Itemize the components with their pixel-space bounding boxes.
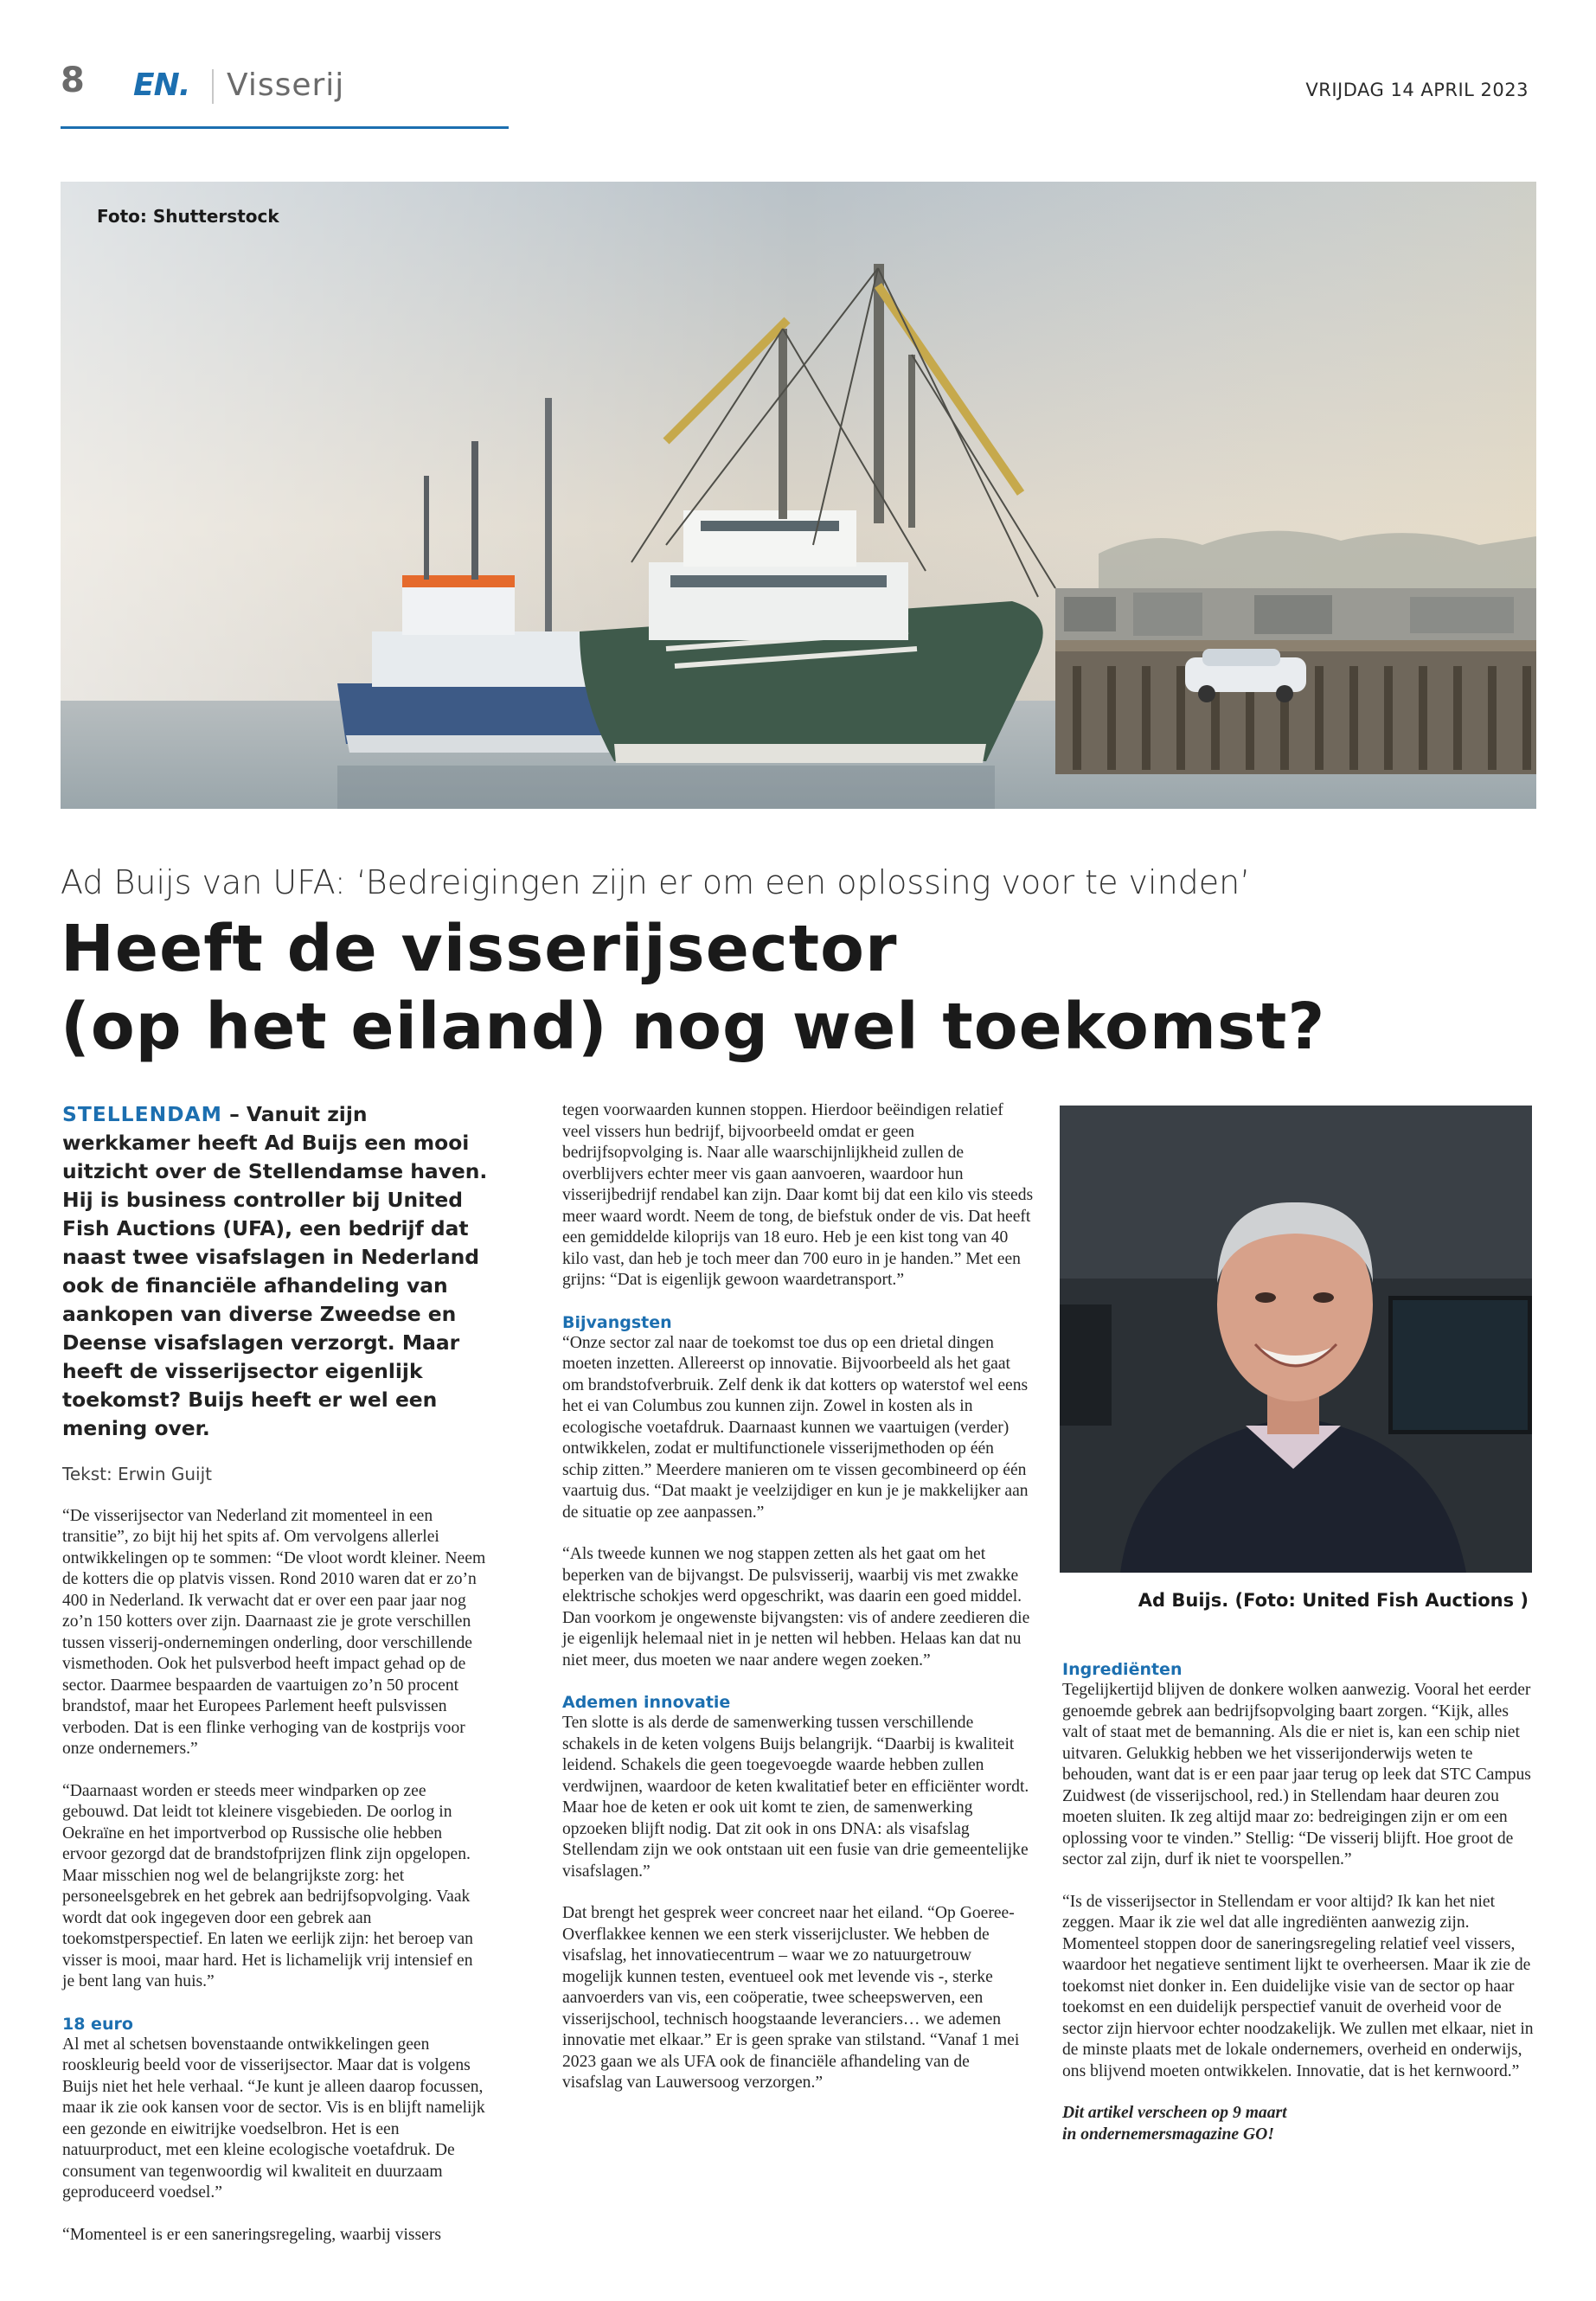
article-column-2 [562,1100,1034,2115]
header-divider [212,69,214,104]
subheading-ademen-innovatie: Ademen innovatie [562,1693,731,1712]
subheading-bijvangsten: Bijvangsten [562,1312,672,1332]
issue-date: VRIJDAG 14 APRIL 2023 [1305,80,1529,100]
header-rule [61,126,509,129]
paragraph: tegen voorwaarden kunnen stoppen. Hierdoor beëindigen relatief veel vissers hun bedrijf, bijvoorbeeld omdat er geen bedrijfsopvolging is. Naar alle waarschijnlijkheid zullen de overblijvers echter meer vis gaan aanvoeren, waardoor hun visserijbedrijf rendabel kan zijn. Daar komt bij dat een kilo vis steeds meer waard wordt. Neem de tong, de biefstuk onder de vis. Dat heeft een gemiddelde kiloprijs van 18 euro. Heb je een kist tong van 40 kilo vast, dan heb je toch meer dan 700 euro in je handen.” Met een grijns: “Dat is eigenlijk gewoon waardetransport.” [562,1101,1034,1289]
note-line-2: in ondernemersmagazine GO! [1062,2125,1274,2144]
byline: Tekst: Erwin Guijt [62,1464,212,1484]
publication-note [1062,2103,1534,2145]
note-line-1: Dit artikel verscheen op 9 maart [1062,2104,1287,2122]
lead-text: – Vanuit zijn werkkamer heeft Ad Buijs een mooi uitzicht over de Stellendamse haven. Hij is business controller bij United Fish Auctions (UFA), een bedrijf dat naast twee visafslagen in Nederland ook de financiële afhandeling van aankopen van diverse Zweedse en Deense visafslagen verzorgt. Maar heeft de visserijsector eigenlijk toekomst? Buijs heeft er wel een mening over. [62,1102,488,1440]
dateline-place: STELLENDAM [62,1102,222,1126]
paragraph: “Momenteel is er een saneringsregeling, waarbij vissers [62,2225,441,2244]
paragraph: “Is de visserijsector in Stellendam er voor altijd? Ik kan het niet zeggen. Maar ik zie wel dat alle ingrediënten aanwezig zijn. Momenteel stoppen door de saneringsregeling relatief veel vissers, waardoor het negatieve sentiment lijkt te overheersen. Maar ik zie de toekomst niet donker in. Een duidelijke visie van de sector op haar toekomst en een duidelijk perspectief vanuit de overheid voor de sector zijn hiervoor echter noodzakelijk. We zullen met elkaar, niet in de minste plaats met de lokale ondernemers, overheid en onderwijs, ons blijvend moeten ontwikkelen. Innovatie, dat is het kernwoord.” [1062,1892,1534,2080]
headline-line-1: Heeft de visserijsector [61,912,898,986]
subheading-ingredienten: Ingrediënten [1062,1660,1183,1679]
paragraph: “Als tweede kunnen we nog stappen zetten als het gaat om het beperken van de bijvangst. De pulsvisserij, waarbij vis met zwakke elektrische schokjes werd opgeschrikt, was daarin een goed middel. Dan voorkom je ongewenste bijvangsten: vis of andere zeedieren die je eigenlijk helemaal niet in je netten wil hebben. Helaas kan dat nu niet meer, dus moeten we naar andere wegen zoeken.” [562,1545,1030,1670]
subheading-18-euro: 18 euro [62,2014,133,2034]
article-kicker: Ad Buijs van UFA: ‘Bedreigingen zijn er om een oplossing voor te vinden’ [61,863,1251,901]
paragraph: Tegelijkertijd blijven de donkere wolken aanwezig. Vooral het eerder genoemde gebrek aan bedrijfsopvolging baart zorgen. “Kijk, alles valt of staat met de bemanning. Als die er niet is, kan een schip niet uitvaren. Gelukkig hebben we het visserijonderwijs weten te behouden, want dat is er een paar jaar terug op leek dat STC Campus Zuidwest (de visserijschool, red.) in Stellendam haar deuren zou moeten sluiten. Ik zeg altijd maar zo: bedreigingen zijn er om een oplossing voor te vinden.” Stellig: “De visserij blijft. Hoe groot de sector zal zijn, durf ik niet te voorspellen.” [1062,1681,1531,1868]
portrait-caption: Ad Buijs. (Foto: United Fish Auctions ) [1138,1590,1529,1611]
headline-line-2: (op het eiland) nog wel toekomst? [61,990,1326,1064]
section-title[interactable]: Visserij [227,67,345,103]
paragraph: Dat brengt het gesprek weer concreet naar het eiland. “Op Goeree-Overflakkee kennen we een sterk visserijcluster. We hebben de visafslag, het innovatiecentrum – waar we zo natuurgetrouw mogelijk kunnen testen, eventueel ook met levende vis -, sterke aanvoerders van vis, een coöperatie, twee scheepswerven, een visserijschool, technisch hoogstaande leveranciers… we ademen innovatie met elkaar.” Er is geen sprake van stilstand. “Vanaf 1 mei 2023 gaan we als UFA ook de financiële afhandeling van de visafslag van Lauwersoog verzorgen.” [562,1904,1020,2092]
article-headline [61,910,1531,1066]
article-column-3 [1062,1659,1534,2145]
paragraph: “Daarnaast worden er steeds meer windparken op zee gebouwd. Dat leidt tot kleinere visgebieden. De oorlog in Oekraïne en het importverbod op Russische olie hebben ervoor gezorgd dat de brandstofprijzen flink zijn opgelopen. Maar misschien nog wel de belangrijkste zorg: het personeelsgebrek en het gebrek aan bedrijfsopvolging. Vaak wordt dat ook ingegeven door een gebrek aan toekomstperspectief. En laten we eerlijk zijn: het beroep van visser is mooi, maar hard. Het is lichamelijk vrij intensief en je bent lang van huis.” [62,1781,473,1990]
paragraph: “De visserijsector van Nederland zit momenteel in een transitie”, zo bijt hij het spits af. Om vervolgens allerlei ontwikkelingen op te sommen: “De vloot wordt kleiner. Neem de kotters die op platvis vissen. Rond 2010 waren dat er zo’n 400 in Nederland. Ik verwacht dat er over een paar jaar nog zo’n 150 kotters over zijn. Daarnaast zie je grote verschillen tussen visserij-ondernemingen onderling, door verschillende vismethoden. Ook het pulsverbod heeft impact gehad op de sector. Daarmee bespaarden de vaartuigen zo’n 50 procent brandstof, maar het Europees Parlement heeft pulsvissen verboden. Dat is een flinke verhoging van de kostprijs voor onze ondernemers.” [62,1506,486,1758]
article-lead [62,1100,488,1443]
paragraph: “Onze sector zal naar de toekomst toe dus op een drietal dingen moeten inzetten. Allereerst op innovatie. Bijvoorbeeld als het gaat om brandstofverbruik. Zelf denk ik dat kotters op waterstof wel eens het ei van Columbus zou kunnen zijn. Zowel in kosten als in ecologische voetafdruk. Daarnaast kunnen we vaartuigen (verder) ontwikkelen, zodat er multifunctionele visserijmethoden op één schip zitten.” Meerdere manieren om te vissen gecombineerd op één vaartuig dus. “Dat maakt je veelzijdiger en kun je je makkelijker aan de situatie op zee aanpassen.” [562,1333,1029,1522]
portrait-photo-ad-buijs [1060,1106,1532,1573]
photo-credit: Foto: Shutterstock [97,206,279,227]
fishing-boats-photo [61,182,1536,809]
newspaper-logo[interactable]: EN. [133,67,190,103]
paragraph: Al met al schetsen bovenstaande ontwikkelingen geen rooskleurig beeld voor de visserijsector. Maar dat is volgens Buijs niet het hele verhaal. “Je kunt je alleen daarop focussen, maar ik zie ook kansen voor de sector. Vis is en blijft namelijk een gezonde en eiwitrijke voedselbron. Het is een natuurproduct, met een kleine ecologische voetafdruk. De consument van tegenwoordig wil kwaliteit en duurzaam geproduceerd voedsel.” [62,2035,485,2202]
article-column-1 [62,1100,488,2266]
page-number: 8 [61,61,85,100]
paragraph: Ten slotte is als derde de samenwerking tussen verschillende schakels in de keten volgens Buijs belangrijk. “Daarbij is kwaliteit leidend. Schakels die geen toegevoegde waarde hebben zullen verdwijnen, waardoor de keten kwalitatief beter en efficiënter wordt. Maar hoe de keten er ook uit komt te zien, de samenwerking opzoeken blijft nodig. Dat zit ook in ons DNA: als visafslag Stellendam zijn we ook ontstaan uit een fusie van drie gemeentelijke visafslagen.” [562,1714,1029,1881]
